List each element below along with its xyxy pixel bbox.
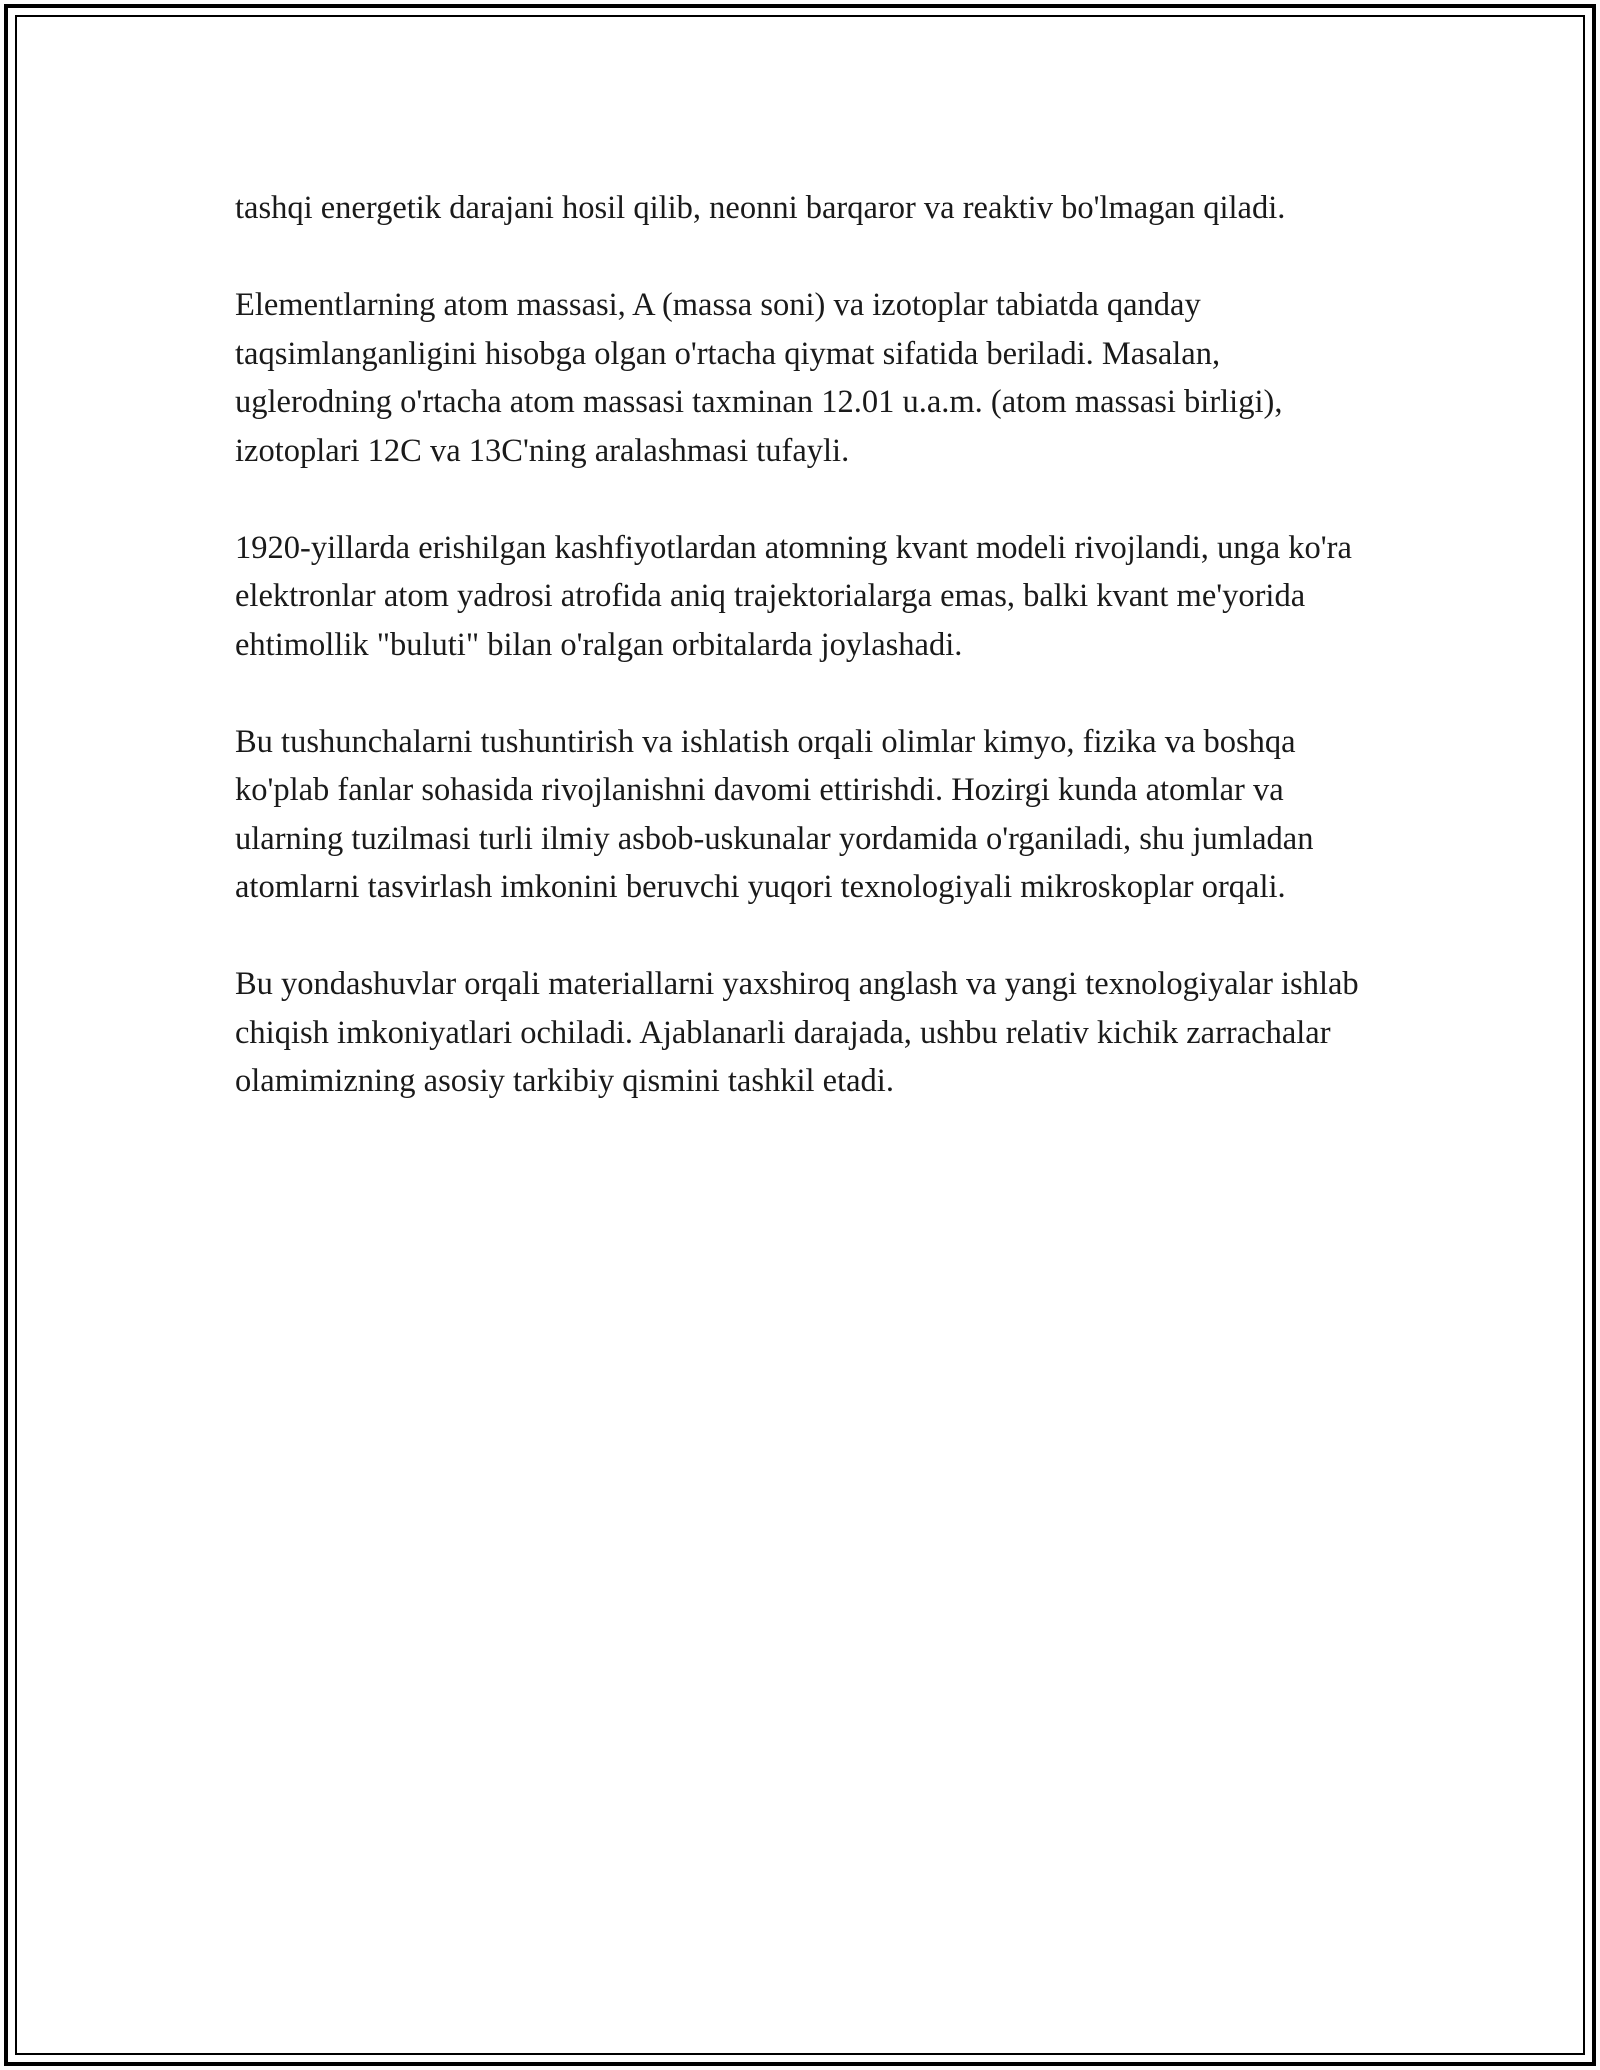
paragraph-2: Elementlarning atom massasi, A (massa soni) va izotoplar tabiatda qanday taqsimlanganligini hisobga olgan o'rtacha qiymat sifatida beriladi. Masalan, uglerodning o'rtacha atom massasi taxminan 12.01 u.a.m. (atom massasi birligi), izotoplari 12C va 13C'ning aralashmasi tufayli. bbox=[235, 287, 1283, 469]
paragraph-3: 1920-yillarda erishilgan kashfiyotlardan atomning kvant modeli rivojlandi, unga ko'ra elektronlar atom yadrosi atrofida aniq trajektorialarga emas, balki kvant me'yorida ehtimollik "buluti" bilan o'ralgan orbitalarda joylashadi. bbox=[235, 529, 1352, 663]
paragraph-4: Bu tushunchalarni tushuntirish va ishlatish orqali olimlar kimyo, fizika va boshqa ko'plab fanlar sohasida rivojlanishni davomi ettirishdi. Hozirgi kunda atomlar va ularning tuzilmasi turli ilmiy asbob-uskunalar yordamida o'rganiladi, shu jumladan atomlarni tasvirlash imkonini beruvchi yuqori texnologiyali mikroskoplar orqali. bbox=[235, 723, 1314, 905]
paragraph-5: Bu yondashuvlar orqali materiallarni yaxshiroq anglash va yangi texnologiyalar ishlab chiqish imkoniyatlari ochiladi. Ajablanarli darajada, ushbu relativ kichik zarrachalar olamimizning asosiy tarkibiy qismini tashkil etadi. bbox=[235, 966, 1359, 1099]
paragraph-1: tashqi energetik darajani hosil qilib, neonni barqaror va reaktiv bo'lmagan qiladi. bbox=[235, 190, 1286, 226]
document-body bbox=[235, 184, 1375, 1154]
